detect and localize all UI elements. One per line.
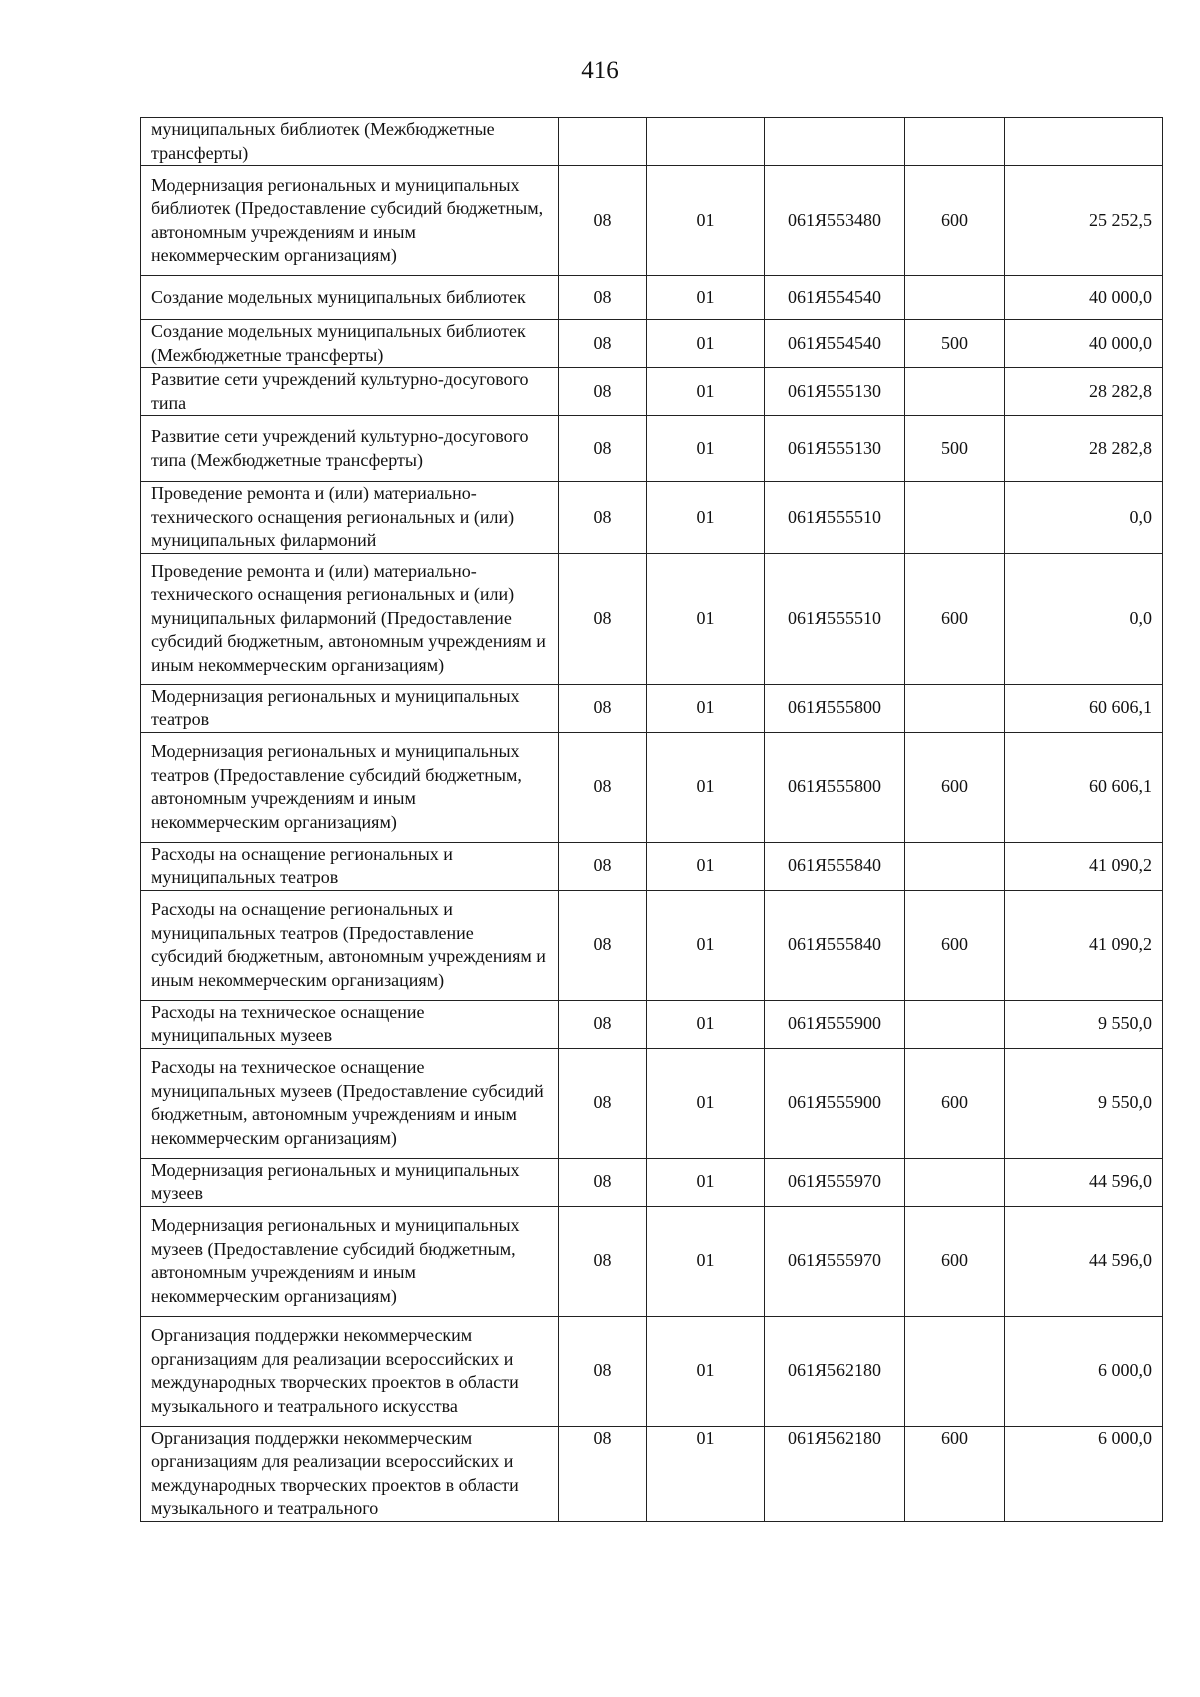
- table-row: [141, 482, 1163, 554]
- expense-type-code: 600: [905, 732, 1005, 842]
- subsection-code: 01: [647, 553, 765, 684]
- subsection-code: 01: [647, 416, 765, 482]
- target-article-code: 061Я555800: [765, 732, 905, 842]
- table-row: [141, 320, 1163, 368]
- expense-type-code: 600: [905, 890, 1005, 1000]
- row-description: Проведение ремонта и (или) материально-технического оснащения региональных и (или) муниципальных филармоний: [141, 482, 559, 554]
- expense-type-code: [905, 842, 1005, 890]
- section-code: 08: [559, 320, 647, 368]
- target-article-code: 061Я555970: [765, 1206, 905, 1316]
- table-row: [141, 842, 1163, 890]
- target-article-code: 061Я553480: [765, 166, 905, 276]
- target-article-code: 061Я555900: [765, 1000, 905, 1048]
- section-code: 08: [559, 416, 647, 482]
- subsection-code: 01: [647, 1426, 765, 1521]
- subsection-code: 01: [647, 1048, 765, 1158]
- amount-value: 9 550,0: [1005, 1000, 1163, 1048]
- amount-value: 40 000,0: [1005, 320, 1163, 368]
- subsection-code: [647, 118, 765, 166]
- row-description: Проведение ремонта и (или) материально-технического оснащения региональных и (или) муниципальных филармоний (Предоставление субсидий бюджетным, автономным учреждениям и иным некоммерческим организациям): [141, 553, 559, 684]
- amount-value: 9 550,0: [1005, 1048, 1163, 1158]
- target-article-code: 061Я554540: [765, 276, 905, 320]
- section-code: [559, 118, 647, 166]
- amount-value: 0,0: [1005, 482, 1163, 554]
- table-row: [141, 684, 1163, 732]
- row-description: Организация поддержки некоммерческим организациям для реализации всероссийских и международных творческих проектов в области музыкального и театрального: [141, 1426, 559, 1521]
- amount-value: 44 596,0: [1005, 1206, 1163, 1316]
- row-description: Развитие сети учреждений культурно-досугового типа: [141, 368, 559, 416]
- subsection-code: 01: [647, 368, 765, 416]
- subsection-code: 01: [647, 732, 765, 842]
- target-article-code: 061Я555510: [765, 482, 905, 554]
- target-article-code: 061Я555130: [765, 368, 905, 416]
- subsection-code: 01: [647, 1158, 765, 1206]
- amount-value: 44 596,0: [1005, 1158, 1163, 1206]
- expense-type-code: 600: [905, 553, 1005, 684]
- amount-value: 6 000,0: [1005, 1426, 1163, 1521]
- expense-type-code: [905, 684, 1005, 732]
- expense-type-code: [905, 482, 1005, 554]
- subsection-code: 01: [647, 1000, 765, 1048]
- amount-value: 41 090,2: [1005, 842, 1163, 890]
- row-description: Модернизация региональных и муниципальных библиотек (Предоставление субсидий бюджетным, автономным учреждениям и иным некоммерческим организациям): [141, 166, 559, 276]
- section-code: 08: [559, 1426, 647, 1521]
- expense-type-code: 600: [905, 1426, 1005, 1521]
- amount-value: 0,0: [1005, 553, 1163, 684]
- row-description: Создание модельных муниципальных библиотек (Межбюджетные трансферты): [141, 320, 559, 368]
- subsection-code: 01: [647, 684, 765, 732]
- table-row: [141, 1000, 1163, 1048]
- section-code: 08: [559, 684, 647, 732]
- target-article-code: 061Я555840: [765, 890, 905, 1000]
- section-code: 08: [559, 1000, 647, 1048]
- target-article-code: 061Я555130: [765, 416, 905, 482]
- row-description: муниципальных библиотек (Межбюджетные трансферты): [141, 118, 559, 166]
- section-code: 08: [559, 842, 647, 890]
- target-article-code: 061Я562180: [765, 1426, 905, 1521]
- table-row: [141, 1048, 1163, 1158]
- section-code: 08: [559, 482, 647, 554]
- amount-value: 40 000,0: [1005, 276, 1163, 320]
- target-article-code: 061Я555900: [765, 1048, 905, 1158]
- row-description: Расходы на техническое оснащение муниципальных музеев: [141, 1000, 559, 1048]
- amount-value: 28 282,8: [1005, 416, 1163, 482]
- section-code: 08: [559, 553, 647, 684]
- amount-value: 60 606,1: [1005, 732, 1163, 842]
- expense-type-code: 600: [905, 1048, 1005, 1158]
- page-number: 416: [581, 57, 619, 84]
- amount-value: 41 090,2: [1005, 890, 1163, 1000]
- target-article-code: 061Я555510: [765, 553, 905, 684]
- subsection-code: 01: [647, 842, 765, 890]
- amount-value: 28 282,8: [1005, 368, 1163, 416]
- amount-value: 25 252,5: [1005, 166, 1163, 276]
- section-code: 08: [559, 732, 647, 842]
- expense-type-code: 600: [905, 1206, 1005, 1316]
- amount-value: [1005, 118, 1163, 166]
- table-row: [141, 1206, 1163, 1316]
- table-row: [141, 890, 1163, 1000]
- row-description: Организация поддержки некоммерческим организациям для реализации всероссийских и международных творческих проектов в области музыкального и театрального искусства: [141, 1316, 559, 1426]
- row-description: Развитие сети учреждений культурно-досугового типа (Межбюджетные трансферты): [141, 416, 559, 482]
- table-row: [141, 166, 1163, 276]
- expense-type-code: [905, 1316, 1005, 1426]
- target-article-code: [765, 118, 905, 166]
- row-description: Модернизация региональных и муниципальных музеев (Предоставление субсидий бюджетным, автономным учреждениям и иным некоммерческим организациям): [141, 1206, 559, 1316]
- expense-type-code: [905, 276, 1005, 320]
- subsection-code: 01: [647, 482, 765, 554]
- subsection-code: 01: [647, 276, 765, 320]
- section-code: 08: [559, 1316, 647, 1426]
- table-row: [141, 276, 1163, 320]
- target-article-code: 061Я555840: [765, 842, 905, 890]
- section-code: 08: [559, 1158, 647, 1206]
- expense-type-code: [905, 1158, 1005, 1206]
- table-row: [141, 416, 1163, 482]
- target-article-code: 061Я555800: [765, 684, 905, 732]
- table-row: [141, 368, 1163, 416]
- expense-type-code: [905, 368, 1005, 416]
- section-code: 08: [559, 368, 647, 416]
- row-description: Расходы на оснащение региональных и муниципальных театров (Предоставление субсидий бюджетным, автономным учреждениям и иным некоммерческим организациям): [141, 890, 559, 1000]
- section-code: 08: [559, 890, 647, 1000]
- expense-type-code: [905, 118, 1005, 166]
- subsection-code: 01: [647, 320, 765, 368]
- section-code: 08: [559, 276, 647, 320]
- expense-type-code: 500: [905, 416, 1005, 482]
- target-article-code: 061Я562180: [765, 1316, 905, 1426]
- section-code: 08: [559, 166, 647, 276]
- table-row: [141, 553, 1163, 684]
- table-row: [141, 1158, 1163, 1206]
- row-description: Модернизация региональных и муниципальных музеев: [141, 1158, 559, 1206]
- target-article-code: 061Я555970: [765, 1158, 905, 1206]
- amount-value: 60 606,1: [1005, 684, 1163, 732]
- amount-value: 6 000,0: [1005, 1316, 1163, 1426]
- subsection-code: 01: [647, 166, 765, 276]
- row-description: Создание модельных муниципальных библиотек: [141, 276, 559, 320]
- subsection-code: 01: [647, 890, 765, 1000]
- target-article-code: 061Я554540: [765, 320, 905, 368]
- section-code: 08: [559, 1206, 647, 1316]
- expense-type-code: 500: [905, 320, 1005, 368]
- section-code: 08: [559, 1048, 647, 1158]
- subsection-code: 01: [647, 1316, 765, 1426]
- budget-table: [140, 117, 1163, 1522]
- table-row: [141, 1316, 1163, 1426]
- expense-type-code: 600: [905, 166, 1005, 276]
- table-row: [141, 732, 1163, 842]
- table-row: [141, 118, 1163, 166]
- row-description: Расходы на оснащение региональных и муниципальных театров: [141, 842, 559, 890]
- expense-type-code: [905, 1000, 1005, 1048]
- row-description: Модернизация региональных и муниципальных театров: [141, 684, 559, 732]
- row-description: Расходы на техническое оснащение муниципальных музеев (Предоставление субсидий бюджетным, автономным учреждениям и иным некоммерческим организациям): [141, 1048, 559, 1158]
- subsection-code: 01: [647, 1206, 765, 1316]
- table-row: [141, 1426, 1163, 1521]
- row-description: Модернизация региональных и муниципальных театров (Предоставление субсидий бюджетным, автономным учреждениям и иным некоммерческим организациям): [141, 732, 559, 842]
